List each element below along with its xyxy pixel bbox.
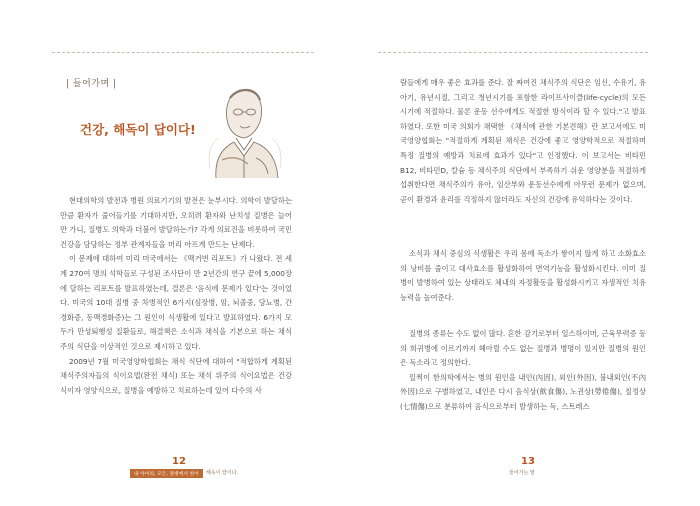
page-number: 13: [521, 456, 535, 467]
paragraph: 2009년 7월 미국영양학협회는 채식 식단에 대하여 "적합하게 계획된 채식주의자들의 식이요법(완전 채식) 또는 채식 위주의 식이요법은 건강식이자 영양식으로, 질병을 예방하고 치료하는데 있어 다수의 사: [60, 356, 292, 395]
chapter-title: 건강, 해독이 답이다!: [80, 122, 196, 137]
footer-book-title-badge: 내 아이의, 모든, 질병에서 벗어: [130, 469, 203, 478]
left-body-text: [60, 194, 292, 398]
page-number: 12: [172, 456, 186, 467]
right-body-text: [400, 327, 646, 415]
author-portrait-sketch: [196, 78, 292, 178]
right-body-text: [400, 247, 646, 305]
paragraph: 일찍이 한의학에서는 병의 원인을 내인(內因), 외인(外因), 불내외인(不內外因)으로 구별하였고, 내인은 다시 음식상(飮食傷), 노권상(勞倦傷), 칠정상(七情傷)으로 분류하여 음식으로부터 발생하는 독, 스트레스: [400, 372, 646, 411]
footer-section-title: 들어가는 말: [509, 470, 535, 476]
paragraph: 이 문제에 대하여 미리 미국에서는 《맥거번 리포트》가 나왔다. 전 세계 270여 명의 석학들로 구성된 조사단이 만 2년간의 연구 끝에 5,000장에 달하는 리포트를 발표하였는데, 결론은 '음식에 문제가 있다'는 것이었다. 미국의 10대 질병 중 차병적인 6가지(심장병, 암, 뇌졸중, 당뇨병, 간경화증, 동맥경화증)는 그 원인이 식생활에 있다고 발표하였다. 6가지 모두가 만성퇴행성 질환들로, 해결책은 소식과 채식을 기본으로 하는 채식주의 식단을 이상적인 것으로 제시하고 있다.: [60, 254, 292, 351]
top-dashed-rule: [52, 52, 314, 53]
right-body-text: [400, 76, 646, 207]
footer-book-subtitle: 해독이 답이다.: [206, 470, 239, 476]
paragraph: 람들에게 매우 좋은 효과를 준다. 잘 짜여진 채식주의 식단은 임신, 수유기, 유아기, 유년시절, 그리고 청년시기를 포함한 라이프사이클(life-cycle)의 모든 시기에 적절하다. 물론 운동 선수에게도 적절한 방식이라 할 수 있다."고 발표하였다. 또한 미국 의회가 채택한 《채식에 관한 기본견해》란 보고서에도 미국영양협회는 "적절하게 계획된 채식은 건강에 좋고 영양학적으로 적절하며 특정 질병의 예방과 치료에 효과가 있다"고 인정했다. 이 보고서는 비타민B12, 비타민D, 칼슘 등 채식주의 식단에서 부족하기 쉬운 영양분을 적절하게 섭취한다면 채식주의가 유아, 임산부와 운동선수에게 아무런 문제가 없으며, 곧이 환경과 윤리를 걱정하지 않더라도 자신의 건강에 유익하다는 것이다.: [400, 78, 646, 204]
section-tag: | 들어가며 |: [66, 79, 117, 89]
paragraph: 현대의학의 발전과 병원 의료기기의 발전은 눈부시다. 의학이 발달하는 만큼 환자가 줄어들기를 기대하지만, 오히려 환자와 난치성 질병은 늘어만 가니, 질병도 의학과 더불어 발달하는가? 각게 의료진을 비롯하여 국민 건강을 담당하는 정부 관계자들을 머리 아프게 만드는 난제다.: [60, 196, 292, 249]
paragraph: 소식과 채식 중심의 식생활은 우리 몸에 독소가 쌓이지 않게 하고 소화효소의 낭비를 줄이고 대사효소를 활성화하여 면역기능을 활성화시킨다. 이미 질병이 발병하여 있는 상태라도 체내의 자정활동을 활성화시키고 자생적인 치유능력을 높여준다.: [400, 249, 646, 302]
top-dashed-rule-right: [378, 52, 648, 53]
paragraph: 질병의 종류는 수도 없이 많다. 흔한 감기로부터 일스하이머, 근육무력증 등의 희귀병에 이르기까지 헤아릴 수도 없는 질병과 병명이 있지만 질병의 원인은 독소라고 정의한다.: [400, 329, 646, 368]
